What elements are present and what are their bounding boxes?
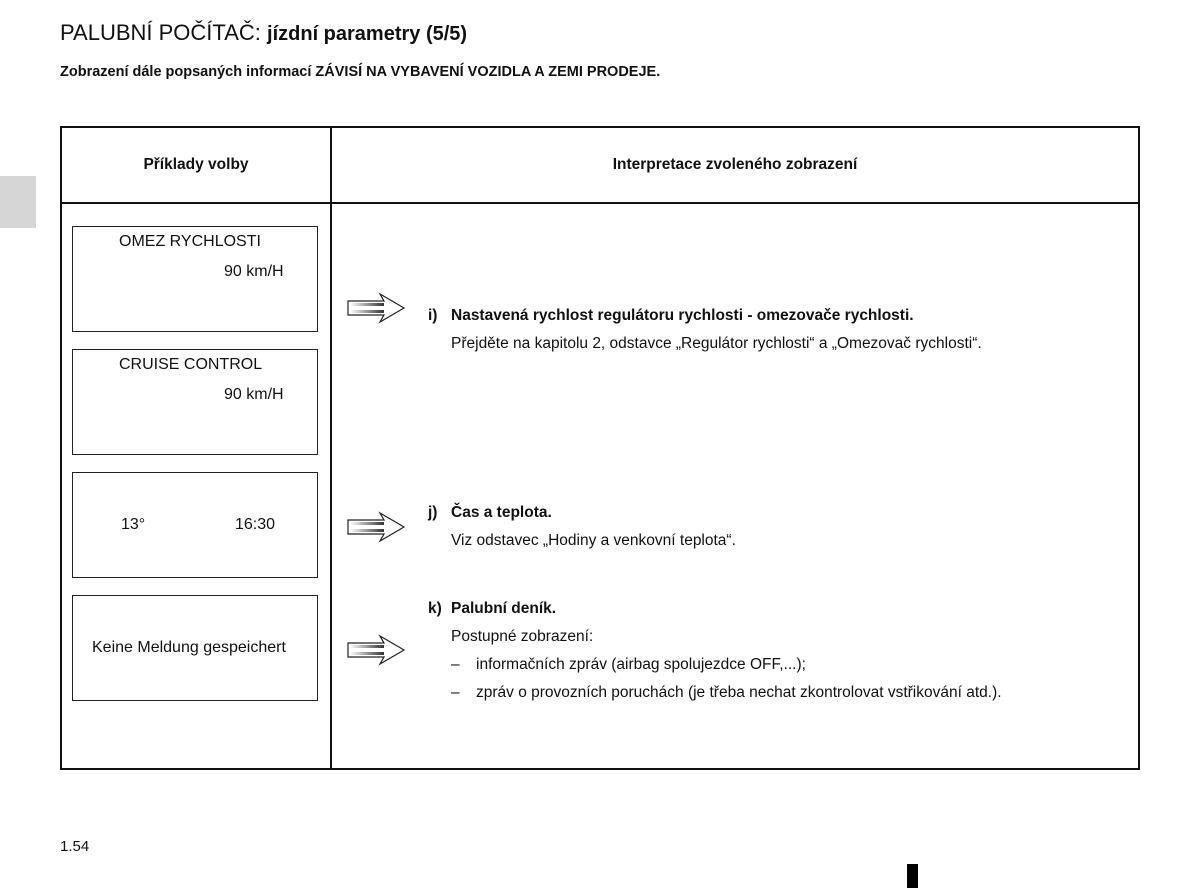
equipment-notice: Zobrazení dále popsaných informací ZÁVISÍ NA VYBAVENÍ VOZIDLA A ZEMI PRODEJE.: [60, 64, 661, 80]
entry-letter: i): [428, 307, 438, 324]
display-example-speed-limiter: [72, 226, 318, 332]
bullet-item: zpráv o provozních poruchách (je třeba nechat zkontrolovat vstřikování atd.).: [476, 684, 1002, 701]
entry-letter: k): [428, 600, 442, 617]
display-time: 16:30: [235, 516, 276, 533]
section-tab-marker: [0, 176, 36, 228]
display-example-cruise-control: [72, 349, 318, 455]
entry-letter: j): [428, 504, 438, 521]
page-title-sub: jízdní parametry (5/5): [267, 23, 468, 45]
bullet-dash: –: [451, 656, 460, 673]
entry-text: Postupné zobrazení:: [451, 628, 594, 645]
page-title-main: PALUBNÍ POČÍTAČ:: [60, 20, 261, 45]
display-line: OMEZ RYCHLOSTI: [119, 233, 261, 250]
page-title: [60, 20, 467, 46]
bullet-item: informačních zpráv (airbag spolujezdce OFF,...);: [476, 656, 806, 673]
display-example-logbook: [72, 595, 318, 701]
header-divider: [62, 202, 1138, 204]
display-line: CRUISE CONTROL: [119, 356, 263, 373]
entry-text: Přejděte na kapitolu 2, odstavce „Regulátor rychlosti“ a „Omezovač rychlosti“.: [451, 335, 982, 352]
display-value: 90 km/H: [224, 386, 284, 403]
print-mark: [907, 864, 918, 888]
entry-heading: Palubní deník.: [451, 600, 557, 617]
bullet-dash: –: [451, 684, 460, 701]
double-arrow-right-icon: [346, 511, 406, 543]
double-arrow-right-icon: [346, 292, 406, 324]
entry-heading: Nastavená rychlost regulátoru rychlosti - omezovače rychlosti.: [451, 307, 914, 324]
column-header-interpretation: Interpretace zvoleného zobrazení: [612, 156, 858, 173]
display-example-time-temperature: [72, 472, 318, 578]
display-line: Keine Meldung gespeichert: [92, 639, 286, 656]
display-temperature: 13°: [121, 516, 146, 533]
column-header-examples: Příklady volby: [143, 156, 249, 173]
double-arrow-right-icon: [346, 634, 406, 666]
display-value: 90 km/H: [224, 263, 284, 280]
column-divider: [330, 128, 332, 768]
entry-text: Viz odstavec „Hodiny a venkovní teplota“.: [451, 532, 736, 549]
page-number: 1.54: [60, 838, 90, 855]
entry-heading: Čas a teplota.: [451, 504, 552, 521]
